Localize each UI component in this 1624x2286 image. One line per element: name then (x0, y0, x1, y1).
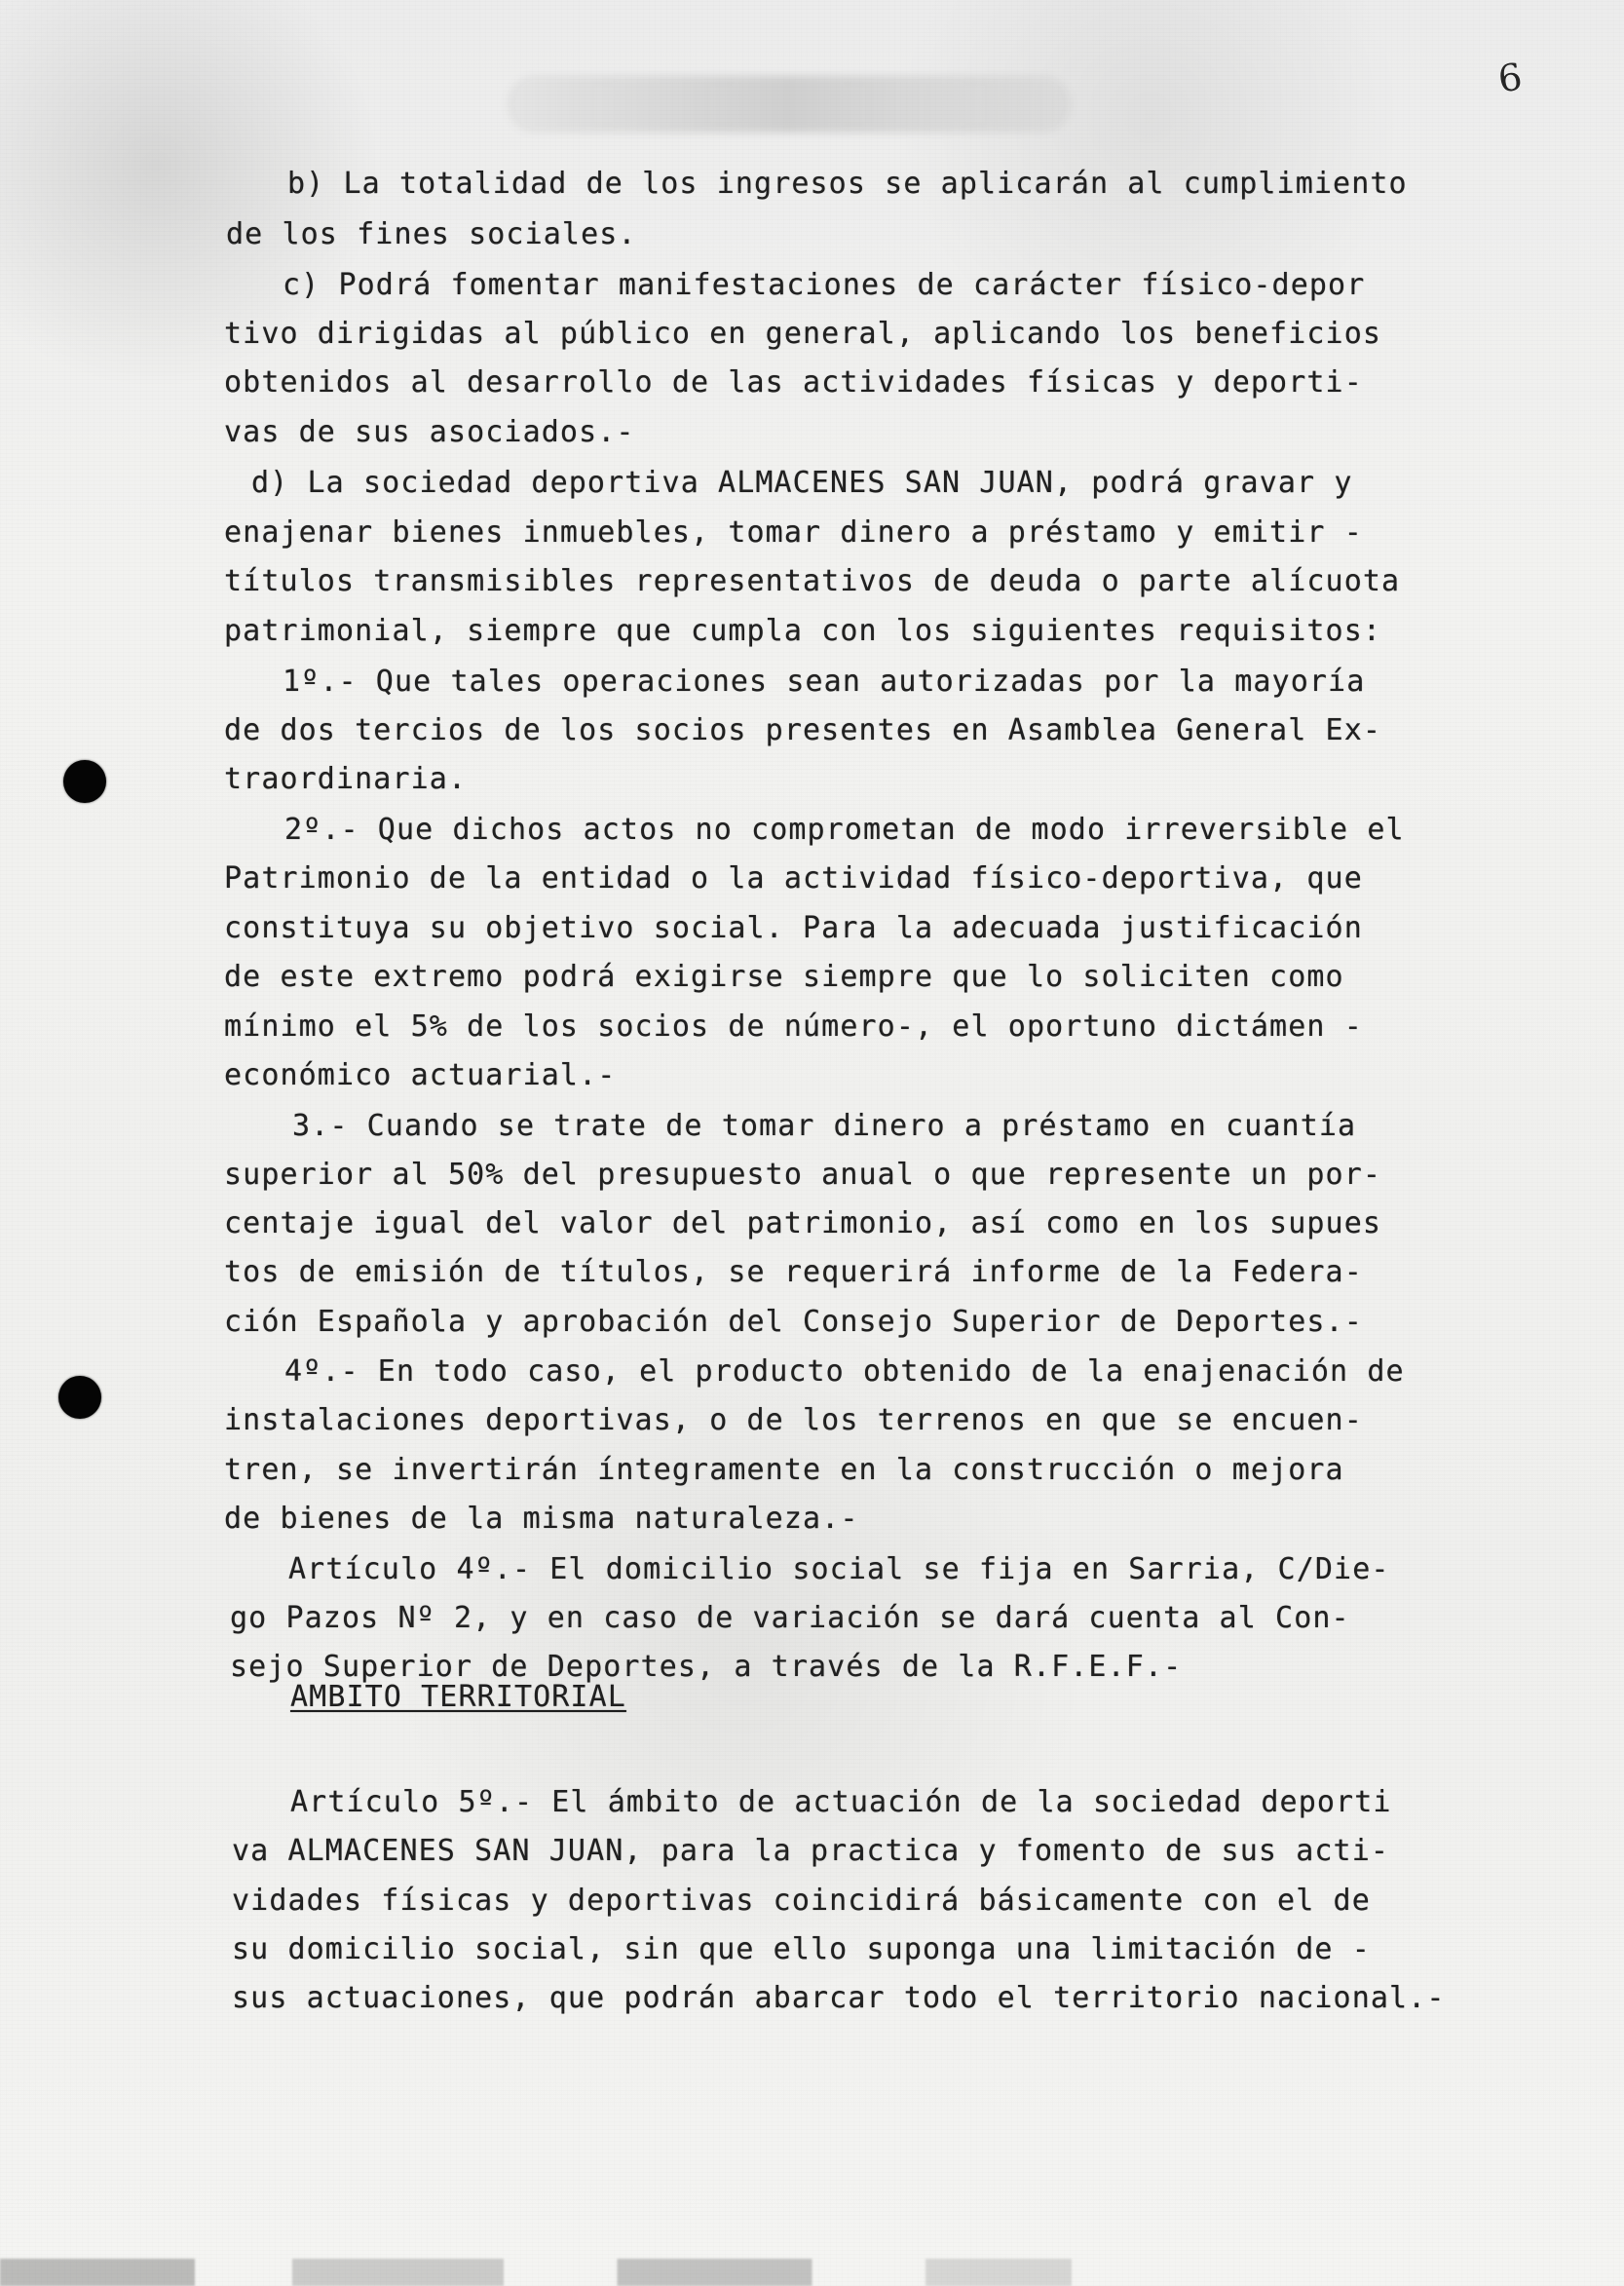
document-line: go Pazos Nº 2, y en caso de variación se dará cuenta al Con- (230, 1601, 1350, 1635)
document-line: sejo Superior de Deportes, a través de la R.F.E.F.- (230, 1650, 1183, 1684)
page-number: 6 (1495, 55, 1526, 101)
document-line: superior al 50% del presupuesto anual o que represente un por- (224, 1158, 1382, 1192)
document-line: de los fines sociales. (226, 217, 637, 251)
document-line: su domicilio social, sin que ello suponga una limitación de - (232, 1932, 1371, 1966)
document-line: c) Podrá fomentar manifestaciones de carácter físico-depor (283, 268, 1366, 302)
document-line: de bienes de la misma naturaleza.- (224, 1502, 859, 1536)
document-line: instalaciones deportivas, o de los terrenos en que se encuen- (224, 1403, 1363, 1437)
punch-hole (63, 760, 106, 803)
document-line: de este extremo podrá exigirse siempre que lo soliciten como (224, 960, 1344, 994)
scan-smudge (507, 76, 1072, 133)
document-line: tren, se invertirán íntegramente en la construcción o mejora (224, 1453, 1344, 1487)
scan-bottom-marks (0, 2259, 1624, 2286)
document-line: tivo dirigidas al público en general, aplicando los beneficios (224, 317, 1382, 351)
document-line: traordinaria. (224, 762, 468, 796)
document-line: patrimonial, siempre que cumpla con los siguientes requisitos: (224, 614, 1382, 648)
punch-hole (58, 1376, 101, 1419)
document-line: de dos tercios de los socios presentes en Asamblea General Ex- (224, 713, 1382, 747)
section-title: AMBITO TERRITORIAL (290, 1680, 626, 1714)
document-line: 1º.- Que tales operaciones sean autorizadas por la mayoría (283, 665, 1366, 699)
document-line: económico actuarial.- (224, 1058, 617, 1092)
document-line: b) La totalidad de los ingresos se aplicarán al cumplimiento (287, 167, 1408, 201)
document-line: obtenidos al desarrollo de las actividades físicas y deporti- (224, 365, 1363, 400)
document-line: Artículo 5º.- El ámbito de actuación de la sociedad deporti (290, 1785, 1392, 1819)
document-line: tos de emisión de títulos, se requerirá informe de la Federa- (224, 1255, 1363, 1289)
document-line: Artículo 4º.- El domicilio social se fija en Sarria, C/Die- (288, 1552, 1390, 1586)
document-line: ción Española y aprobación del Consejo Superior de Deportes.- (224, 1305, 1363, 1339)
document-line: constituya su objetivo social. Para la adecuada justificación (224, 911, 1363, 945)
document-line: vidades físicas y deportivas coincidirá básicamente con el de (232, 1884, 1371, 1918)
document-line: centaje igual del valor del patrimonio, así como en los supues (224, 1206, 1382, 1240)
document-line: 3.- Cuando se trate de tomar dinero a préstamo en cuantía (292, 1109, 1357, 1143)
document-line: enajenar bienes inmuebles, tomar dinero a préstamo y emitir - (224, 515, 1363, 550)
document-line: títulos transmisibles representativos de deuda o parte alícuota (224, 564, 1401, 598)
document-line: 4º.- En todo caso, el producto obtenido de la enajenación de (284, 1354, 1405, 1389)
document-line: va ALMACENES SAN JUAN, para la practica y fomento de sus acti- (232, 1834, 1390, 1868)
document-line: d) La sociedad deportiva ALMACENES SAN JUAN, podrá gravar y (251, 466, 1353, 500)
document-line: Patrimonio de la entidad o la actividad físico-deportiva, que (224, 861, 1363, 895)
document-line: mínimo el 5% de los socios de número-, el oportuno dictámen - (224, 1010, 1363, 1044)
document-line: sus actuaciones, que podrán abarcar todo el territorio nacional.- (232, 1981, 1446, 2015)
document-line: 2º.- Que dichos actos no comprometan de modo irreversible el (284, 813, 1405, 847)
document-line: vas de sus asociados.- (224, 415, 635, 449)
